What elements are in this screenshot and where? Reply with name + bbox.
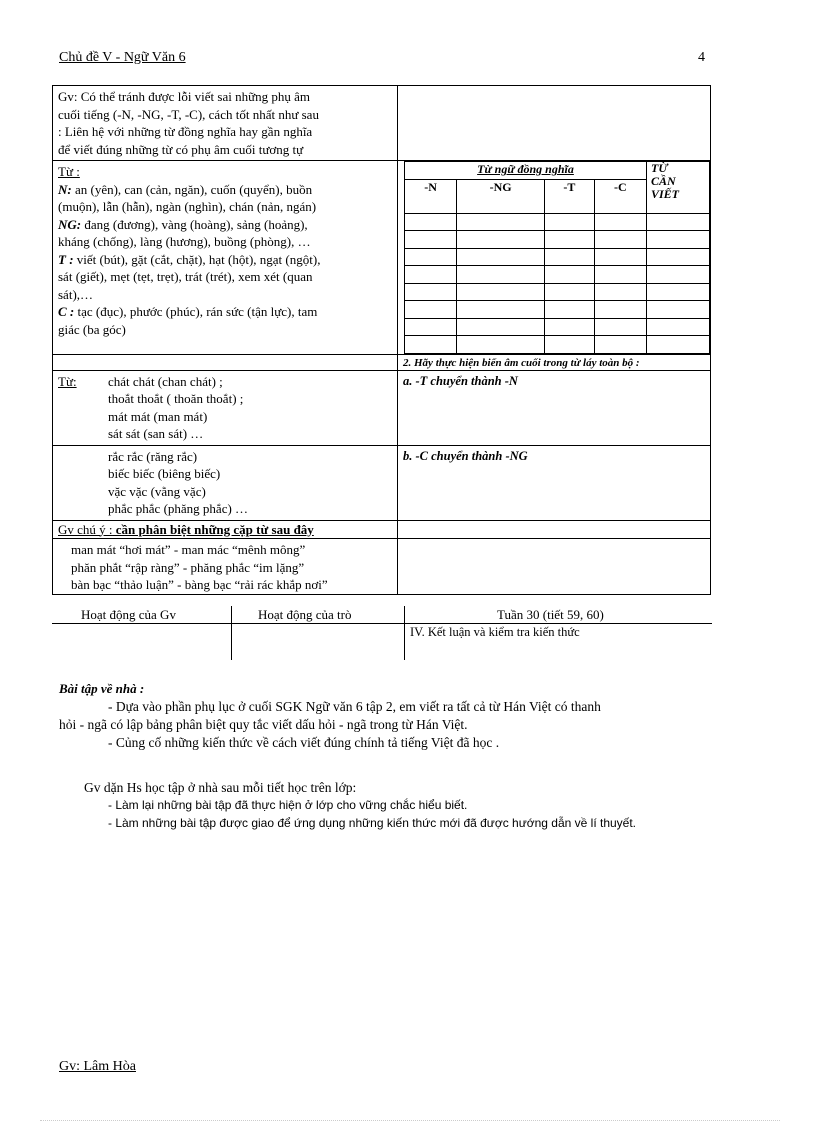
page-number: 4 <box>698 50 705 65</box>
words-text: an (yên), can (cản, ngăn), cuốn (quyển), buồn <box>71 181 313 197</box>
words-lead: NG: <box>58 216 82 232</box>
words-text: sát (giết), mẹt (tẹt, trẹt), trát (trét), xem xét (quan <box>58 269 313 284</box>
words-text: tạc (đục), phước (phúc), rán sức (tận lực), tam <box>74 304 318 319</box>
words-lead: T : <box>58 251 74 267</box>
write-header-line: CẦN <box>651 174 676 188</box>
synonym-cell <box>398 161 711 355</box>
table-cell[interactable] <box>405 266 457 284</box>
pair-line: bàn bạc “thảo luận” - bàng bạc “rải rác khắp nơi” <box>71 577 328 592</box>
instruction-item: - Làm những bài tập được giao để ứng dụng những kiến thức mới đã được hướng dẫn về lí thuyết. <box>108 816 637 830</box>
note-right-cell <box>398 520 711 539</box>
words-text: sát),… <box>58 286 94 302</box>
words-text: viết (bút), gặt (cắt, chặt), hạt (hột), ngạt (ngột), <box>73 251 321 267</box>
table-cell[interactable] <box>457 301 545 319</box>
write-header-line: VIẾT <box>651 187 680 201</box>
table-cell[interactable] <box>405 231 457 249</box>
part-a-title: a. -T chuyển thành -N <box>403 373 518 388</box>
table-cell[interactable] <box>594 336 646 354</box>
table-cell[interactable] <box>405 301 457 319</box>
redup-cell-2 <box>53 445 398 520</box>
exercise2-title: 2. Hãy thực hiện biến âm cuối trong từ láy toàn bộ : <box>403 356 640 369</box>
homework-title: Bài tập về nhà : <box>59 681 145 696</box>
table-cell[interactable] <box>545 248 595 266</box>
page-edge <box>40 1120 780 1121</box>
part-b-title: b. -C chuyển thành -NG <box>403 448 528 463</box>
table-cell[interactable] <box>647 248 710 266</box>
activity-rule <box>52 623 712 624</box>
table-cell[interactable] <box>594 266 646 284</box>
table-cell[interactable] <box>457 231 545 249</box>
table-cell[interactable] <box>457 318 545 336</box>
table-cell[interactable] <box>405 336 457 354</box>
activity-divider <box>231 606 232 660</box>
table-cell[interactable] <box>647 318 710 336</box>
note-cell <box>53 520 398 539</box>
homework-line: - Dựa vào phần phụ lục ở cuối SGK Ngữ văn 6 tập 2, em viết ra tất cả từ Hán Việt có thanh <box>108 699 601 714</box>
words-text: (muộn), lẫn (hẫn), ngàn (nghìn), chán (nản, ngán) <box>58 199 317 214</box>
pair-line: phăn phắt “rập ràng” - phăng phắc “im lặng” <box>71 559 305 575</box>
words-heading: Từ : <box>58 164 80 179</box>
write-header-line: TỪ <box>651 161 668 175</box>
note-text: cần phân biệt những cặp từ sau đây <box>112 521 314 537</box>
table-cell[interactable] <box>647 266 710 284</box>
activity-col-teacher: Hoạt động của Gv <box>81 607 176 622</box>
intro-line: : Liên hệ với những từ đồng nghĩa hay gần nghĩa <box>58 124 313 139</box>
instructions-lead: Gv dặn Hs học tập ở nhà sau mỗi tiết học trên lớp: <box>84 780 357 795</box>
pair-line: man mát “hơi mát” - man mác “mênh mông” <box>71 542 306 557</box>
col-n-header: -N <box>405 179 457 213</box>
table-cell[interactable] <box>594 283 646 301</box>
write-header <box>647 162 710 214</box>
redup-item: sát sát (san sát) … <box>108 426 204 441</box>
redup-item: vặc vặc (vằng vặc) <box>108 483 206 499</box>
table-cell[interactable] <box>647 283 710 301</box>
table-cell[interactable] <box>545 231 595 249</box>
table-cell[interactable] <box>545 318 595 336</box>
table-cell[interactable] <box>457 266 545 284</box>
redup-item: phắc phắc (phăng phắc) … <box>108 501 249 516</box>
table-cell[interactable] <box>405 248 457 266</box>
redup-item: biếc biếc (biêng biếc) <box>108 466 221 481</box>
redup-item: thoắt thoắt ( thoăn thoắt) ; <box>108 391 244 406</box>
instruction-item: - Làm lại những bài tập đã thực hiện ở lớp cho vững chắc hiểu biết. <box>108 798 468 812</box>
redup-item: mát mát (man mát) <box>108 408 208 424</box>
synonym-table <box>404 161 710 354</box>
words-cell <box>53 161 398 355</box>
footer-author: Gv: Lâm Hòa <box>59 1059 136 1074</box>
table-cell[interactable] <box>545 213 595 231</box>
table-cell[interactable] <box>594 301 646 319</box>
col-t-header: -T <box>545 179 595 213</box>
intro-line: cuối tiếng (-N, -NG, -T, -C), cách tốt nhất như sau <box>58 106 319 122</box>
redup-heading: Từ: <box>58 373 77 389</box>
words-text: giác (ba góc) <box>58 321 126 337</box>
pairs-cell <box>53 539 398 595</box>
synonym-group-header: Từ ngữ đồng nghĩa <box>405 162 647 180</box>
table-cell[interactable] <box>405 318 457 336</box>
table-cell[interactable] <box>405 283 457 301</box>
col-ng-header: -NG <box>457 179 545 213</box>
table-cell[interactable] <box>594 213 646 231</box>
table-cell[interactable] <box>457 336 545 354</box>
homework-line: hỏi - ngã có lập bảng phân biệt quy tắc viết dấu hỏi - ngã trong từ Hán Việt. <box>59 717 468 732</box>
intro-line: Gv: Có thể tránh được lỗi viết sai những phụ âm <box>58 89 311 104</box>
exercise2-cell <box>398 354 711 370</box>
words-text: đang (đương), vàng (hoàng), sảng (hoảng), <box>81 216 308 232</box>
part-a-cell <box>398 370 711 445</box>
redup-item: rắc rắc (răng rắc) <box>108 448 198 464</box>
table-cell[interactable] <box>457 248 545 266</box>
homework-line: - Củng cố những kiến thức về cách viết đúng chính tả tiếng Việt đã học . <box>108 735 500 750</box>
activity-week: Tuần 30 (tiết 59, 60) <box>497 607 604 622</box>
table-cell[interactable] <box>405 213 457 231</box>
table-cell[interactable] <box>647 213 710 231</box>
pairs-right-cell <box>398 539 711 595</box>
col-c-header: -C <box>594 179 646 213</box>
table-cell[interactable] <box>594 248 646 266</box>
empty-cell <box>53 354 398 370</box>
main-table <box>52 85 711 595</box>
table-cell[interactable] <box>647 336 710 354</box>
words-lead: C : <box>58 304 75 319</box>
activity-divider <box>404 606 405 660</box>
redup-item: chát chát (chan chát) ; <box>108 373 223 389</box>
table-cell[interactable] <box>594 231 646 249</box>
header-title: Chủ đề V - Ngữ Văn 6 <box>59 50 186 65</box>
table-cell[interactable] <box>647 231 710 249</box>
activity-col-student: Hoạt động của trò <box>258 607 352 622</box>
activity-section: IV. Kết luận và kiểm tra kiến thức <box>410 625 580 639</box>
table-cell[interactable] <box>545 301 595 319</box>
part-b-cell <box>398 445 711 520</box>
words-lead: N: <box>58 181 72 197</box>
table-cell[interactable] <box>545 283 595 301</box>
words-text: kháng (chống), làng (hương), buồng (phòng), … <box>58 234 311 249</box>
table-cell[interactable] <box>457 213 545 231</box>
table-cell[interactable] <box>545 336 595 354</box>
table-cell[interactable] <box>594 318 646 336</box>
intro-right-cell <box>398 86 711 161</box>
redup-cell-1 <box>53 370 398 445</box>
table-cell[interactable] <box>647 301 710 319</box>
intro-line: để viết đúng những từ có phụ âm cuối tương tự <box>58 141 304 157</box>
table-cell[interactable] <box>457 283 545 301</box>
intro-cell <box>53 86 398 161</box>
note-lead: Gv chú ý : <box>58 521 113 537</box>
table-cell[interactable] <box>545 266 595 284</box>
